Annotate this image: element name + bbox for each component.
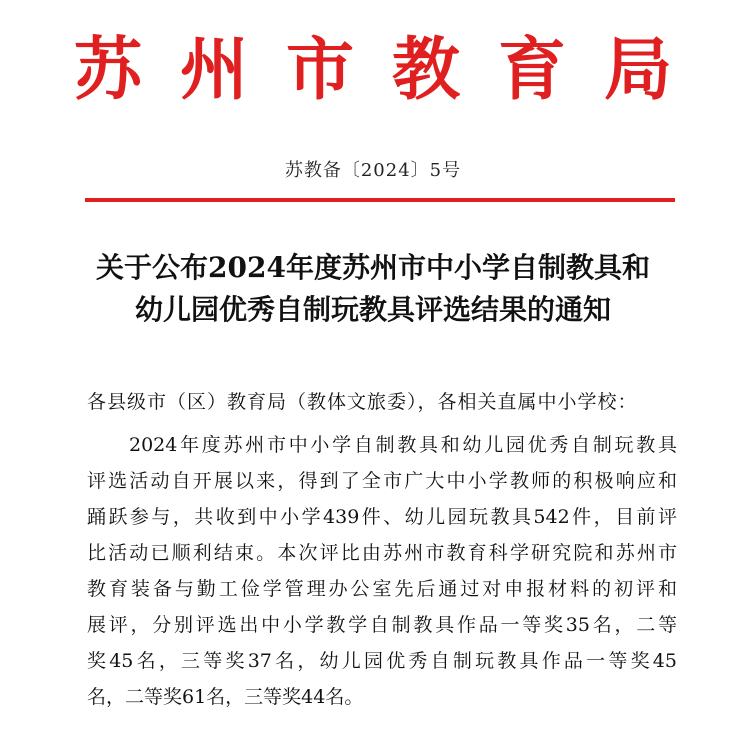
document-number: 苏教备〔2024〕5号 bbox=[284, 160, 462, 181]
salutation: 各县级市（区）教育局（教体文旅委），各相关直属中小学校： bbox=[87, 391, 638, 413]
body-line: 比活动已顺利结束。本次评比由苏州市教育科学研究院和苏州市 bbox=[87, 542, 677, 564]
body-line: 奖45名，三等奖37名，幼儿园优秀自制玩教具作品一等奖45 bbox=[87, 650, 677, 672]
document-title-line-2: 幼儿园优秀自制玩教具评选结果的通知 bbox=[134, 293, 611, 326]
body-line: 教育装备与勤工俭学管理办公室先后通过对申报材料的初评和 bbox=[87, 578, 677, 600]
issuing-authority-header: 苏州市教育局 bbox=[73, 30, 710, 110]
body-line: 2024年度苏州市中小学自制教具和幼儿园优秀自制玩教具 bbox=[129, 434, 677, 456]
body-line: 展评，分别评选出中小学教学自制教具作品一等奖35名，二等 bbox=[87, 614, 677, 636]
body-line: 名，二等奖61名，三等奖44名。 bbox=[87, 686, 364, 708]
body-line: 踊跃参与，共收到中小学439件、幼儿园玩教具542件，目前评 bbox=[87, 506, 677, 528]
body-paragraph bbox=[87, 427, 677, 715]
document-title-line-1: 关于公布2024年度苏州市中小学自制教具和 bbox=[96, 251, 650, 284]
red-separator-line bbox=[85, 198, 675, 202]
body-line: 评选活动自开展以来，得到了全市广大中小学教师的积极响应和 bbox=[87, 470, 677, 492]
